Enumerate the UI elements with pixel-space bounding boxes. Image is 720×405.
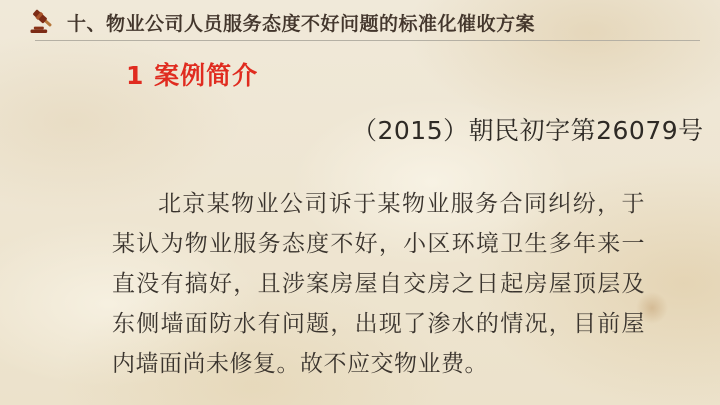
gavel-icon xyxy=(28,7,58,37)
section-heading: 1 案例简介 xyxy=(126,61,259,90)
slide-header xyxy=(28,7,700,37)
case-description: 北京某物业公司诉于某物业服务合同纠纷，于某认为物业服务态度不好，小区环境卫生多年来一直没有搞好，且涉案房屋自交房之日起房屋顶层及东侧墙面防水有问题，出现了渗水的情况，目前屋内墙面尚未修复。故不应交物业费。 xyxy=(112,191,645,377)
slide-title: 十、物业公司人员服务态度不好问题的标准化催收方案 xyxy=(67,12,536,35)
header-divider xyxy=(35,40,700,41)
case-number: （2015）朝民初字第26079号 xyxy=(352,116,704,145)
